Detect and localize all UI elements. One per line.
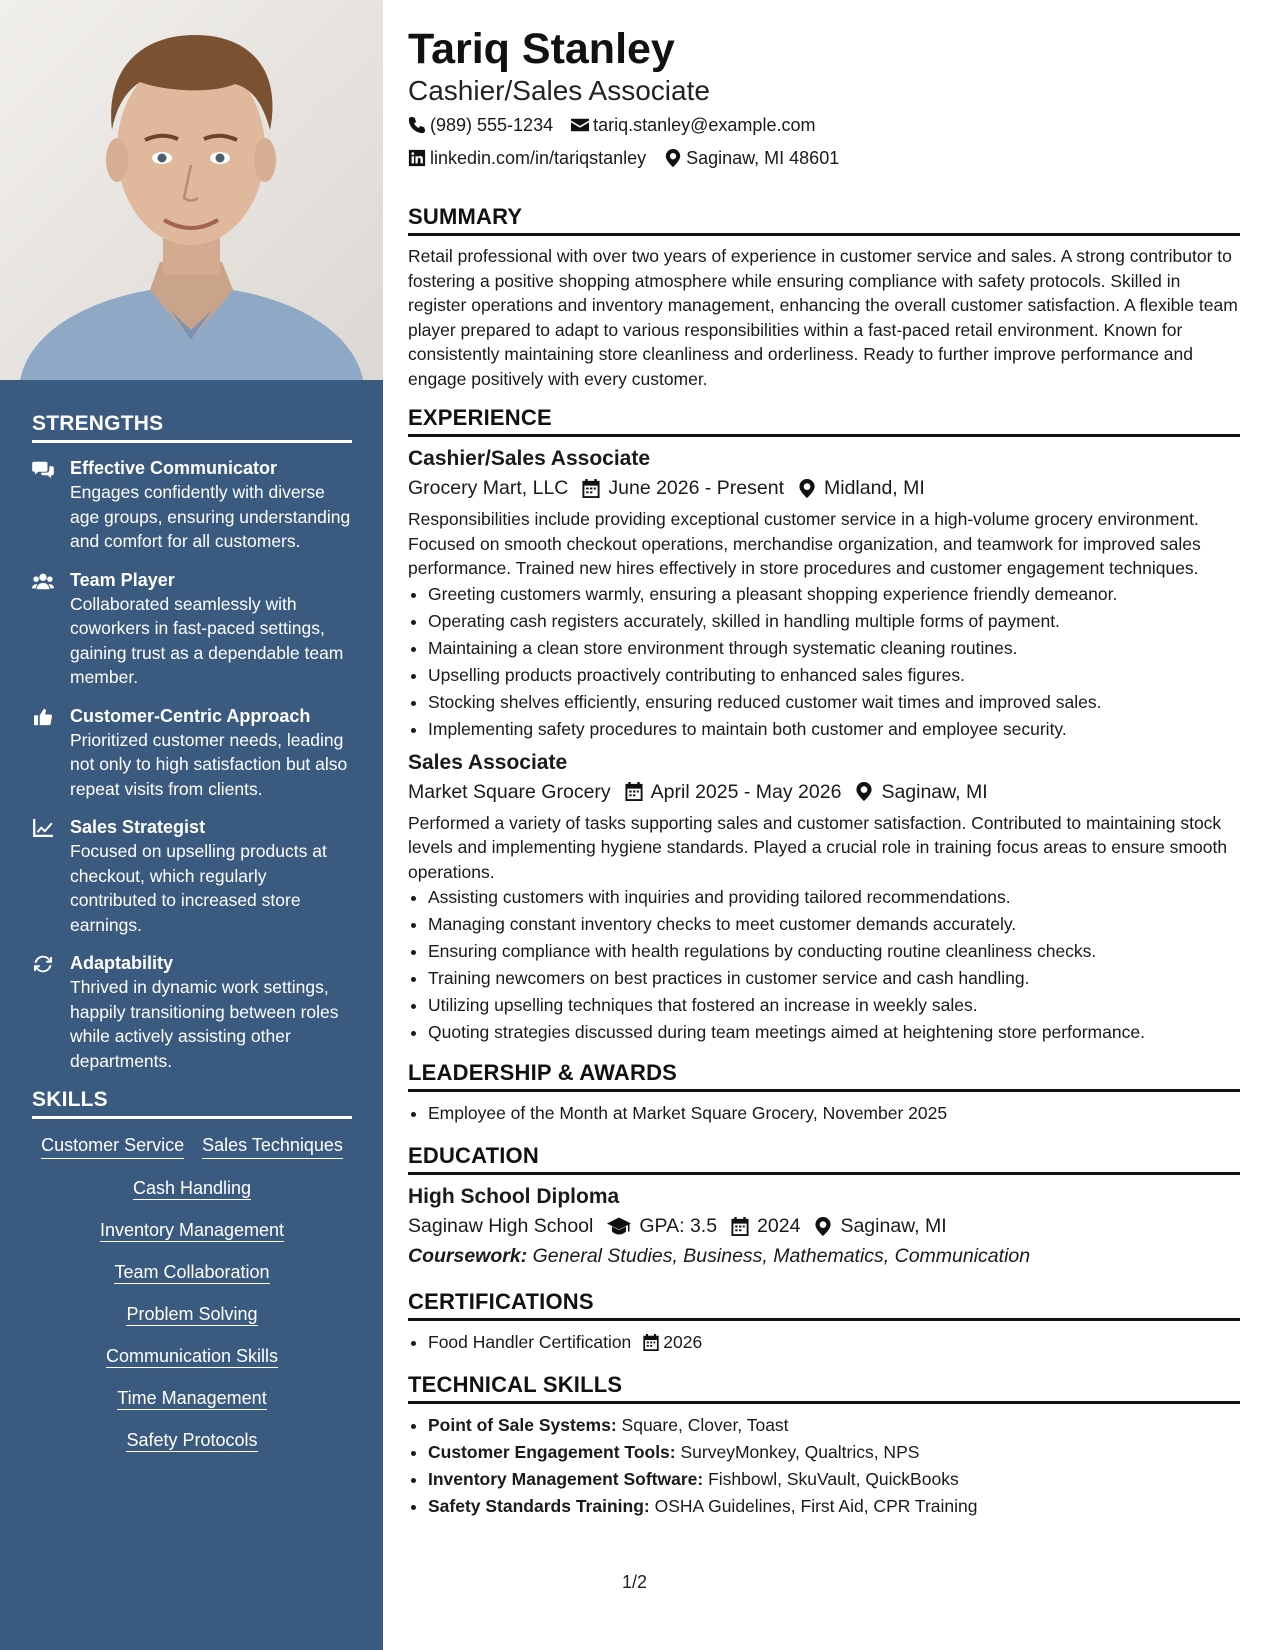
cert-year: 2026 (663, 1332, 703, 1352)
list-item: • Ensuring compliance with health regulations by conducting routine cleanliness checks. (428, 938, 1240, 965)
refresh-icon (32, 955, 54, 973)
coursework-label: Coursework: (408, 1245, 528, 1267)
page-number: 1/2 (622, 1572, 648, 1592)
coursework (408, 1241, 1240, 1271)
job-entry (408, 749, 1240, 1047)
location-contact (664, 142, 839, 174)
phone-icon (408, 116, 426, 134)
portrait-photo (0, 0, 383, 380)
envelope-icon (571, 116, 589, 134)
job-bullets (408, 884, 1240, 1046)
users-icon (32, 572, 54, 590)
candidate-title: Cashier/Sales Associate (408, 75, 710, 106)
certifications-list (408, 1329, 1240, 1356)
strength-desc: Collaborated seamlessly with coworkers in fast-paced settings, gaining trust as a dependable team member. (70, 593, 344, 687)
sidebar (0, 0, 383, 1650)
list-item: • Quoting strategies discussed during team meetings aimed at heightening store performance. (428, 1019, 1240, 1046)
skill-item: Communication Skills (105, 1346, 279, 1366)
coursework-text: General Studies, Business, Mathematics, Communication (532, 1245, 1031, 1267)
strength-desc: Engages confidently with diverse age groups, ensuring understanding and comfort for all customers. (70, 482, 351, 551)
list-item: • Maintaining a clean store environment through systematic cleaning routines. (428, 635, 1240, 662)
skills-heading: SKILLS (32, 1088, 352, 1119)
phone-contact (408, 109, 553, 141)
strength-title: Sales Strategist (70, 817, 206, 837)
list-item: • Upselling products proactively contributing to enhanced sales figures. (428, 662, 1240, 689)
list-item: • Utilizing upselling techniques that fostered an increase in weekly sales. (428, 992, 1240, 1019)
tech-value: OSHA Guidelines, First Aid, CPR Training (654, 1496, 978, 1516)
education-heading: EDUCATION (408, 1143, 1240, 1175)
job-description: Performed a variety of tasks supporting sales and customer satisfaction. Contributed to maintaining stock levels and implementing hygiene standards. Played a crucial role in training focus areas to ensure smooth operations. (408, 812, 1228, 882)
sidebar-content (32, 412, 352, 1453)
contact-row (408, 109, 1240, 141)
strength-desc: Thrived in dynamic work settings, happily transitioning between roles while actively assisting other departments. (70, 977, 339, 1071)
tech-label: Point of Sale Systems: (428, 1415, 617, 1435)
job-description: Responsibilities include providing exceptional customer service in a high-volume grocery environment. Focused on smooth checkout operations, merchandise organization, and teamwork for improved sales performance. Trained new hires effectively in store procedures and customer engagement techniques. (408, 509, 1201, 578)
calendar-icon (582, 479, 600, 498)
job-dates: April 2025 - May 2026 (650, 780, 842, 803)
list-item: • Assisting customers with inquiries and providing tailored recommendations. (428, 884, 1240, 911)
school-location: Saginaw, MI (840, 1215, 947, 1237)
map-pin-icon (814, 1217, 832, 1236)
strength-desc: Focused on upselling products at checkout, which regularly contributed to increased store earnings. (70, 841, 327, 935)
tech-label: Customer Engagement Tools: (428, 1442, 676, 1462)
skill-item: Sales Techniques (202, 1133, 343, 1159)
skills-list (32, 1133, 352, 1453)
map-pin-icon (664, 149, 682, 167)
strength-item (32, 816, 352, 937)
skill-item: Customer Service (41, 1133, 184, 1159)
skill-item: Inventory Management (99, 1220, 285, 1240)
job-meta (408, 777, 1240, 807)
degree-title: High School Diploma (408, 1185, 620, 1208)
list-item: • Training newcomers on best practices in customer service and cash handling. (428, 965, 1240, 992)
list-item (428, 1412, 1240, 1439)
tech-value: Square, Clover, Toast (621, 1415, 789, 1435)
profile-photo (0, 0, 383, 380)
graduation-year: 2024 (757, 1215, 801, 1237)
list-item: • Implementing safety procedures to maintain both customer and employee security. (428, 716, 1240, 743)
map-pin-icon (798, 479, 816, 498)
education-meta (408, 1211, 1240, 1241)
email-contact[interactable] (571, 109, 815, 141)
gpa-text: GPA: 3.5 (639, 1215, 718, 1237)
strength-item (32, 705, 352, 802)
certifications-heading: CERTIFICATIONS (408, 1289, 1240, 1321)
job-dates: June 2026 - Present (608, 477, 784, 499)
calendar-icon (625, 782, 643, 801)
contact-row (408, 142, 1240, 174)
technical-skills-heading: TECHNICAL SKILLS (408, 1372, 1240, 1404)
candidate-name: Tariq Stanley (408, 25, 675, 73)
skill-item: Cash Handling (132, 1178, 252, 1198)
tech-label: Safety Standards Training: (428, 1496, 650, 1516)
job-location: Saginaw, MI (881, 780, 988, 803)
job-company: Market Square Grocery (408, 780, 611, 803)
list-item (428, 1466, 1240, 1493)
list-item: • Managing constant inventory checks to meet customer demands accurately. (428, 911, 1240, 938)
strength-title: Team Player (70, 569, 175, 590)
list-item: • Stocking shelves efficiently, ensuring reduced customer wait times and improved sales. (428, 689, 1240, 716)
job-bullets (408, 581, 1240, 743)
strength-item (32, 952, 352, 1073)
linkedin-link[interactable]: linkedin.com/in/tariqstanley (430, 148, 647, 168)
email-link[interactable]: tariq.stanley@example.com (593, 115, 816, 135)
summary-heading: SUMMARY (408, 204, 1240, 236)
main-content (408, 24, 1240, 1520)
strength-title: Customer-Centric Approach (70, 705, 311, 726)
strength-item (32, 569, 352, 690)
graduation-cap-icon (607, 1217, 631, 1236)
strengths-heading: STRENGTHS (32, 412, 352, 443)
linkedin-icon (408, 149, 426, 167)
list-item (428, 1493, 1240, 1520)
thumbs-up-icon (32, 708, 54, 726)
list-item: • Operating cash registers accurately, skilled in handling multiple forms of payment. (428, 608, 1240, 635)
calendar-icon (731, 1217, 749, 1236)
tech-label: Inventory Management Software: (428, 1469, 704, 1489)
experience-heading: EXPERIENCE (408, 405, 1240, 437)
list-item (428, 1329, 1240, 1356)
linkedin-contact[interactable] (408, 142, 646, 174)
technical-skills-list (408, 1412, 1240, 1520)
tech-value: Fishbowl, SkuVault, QuickBooks (708, 1469, 959, 1489)
phone-text: (989) 555-1234 (430, 115, 554, 135)
calendar-icon (643, 1334, 659, 1351)
strength-title: Effective Communicator (70, 458, 278, 478)
strength-title: Adaptability (70, 953, 174, 973)
list-item: • Employee of the Month at Market Square Grocery, November 2025 (428, 1100, 1240, 1127)
location-text: Saginaw, MI 48601 (686, 148, 840, 168)
tech-value: SurveyMonkey, Qualtrics, NPS (680, 1442, 920, 1462)
leadership-heading: LEADERSHIP & AWARDS (408, 1060, 1240, 1092)
leadership-list (408, 1100, 1240, 1127)
skill-item: Team Collaboration (114, 1262, 270, 1282)
list-item (428, 1439, 1240, 1466)
skill-item: Time Management (117, 1388, 267, 1408)
skill-item: Problem Solving (126, 1304, 258, 1324)
list-item: • Greeting customers warmly, ensuring a pleasant shopping experience friendly demeanor. (428, 581, 1240, 608)
job-meta (408, 473, 1240, 503)
cert-name: • Food Handler Certification (428, 1332, 632, 1352)
skill-item: Safety Protocols (126, 1430, 258, 1450)
job-company: Grocery Mart, LLC (408, 477, 569, 499)
comments-icon (32, 460, 54, 478)
job-title: Cashier/Sales Associate (408, 447, 651, 470)
job-entry (408, 445, 1240, 743)
strength-item (32, 457, 352, 554)
summary-text: Retail professional with over two years of experience in customer service and sales. A strong contributor to fostering a positive shopping atmosphere while ensuring compliance with safety protocols. Skilled in register operations and inventory management, enhancing the overall customer satisfaction. A flexible team player prepared to adapt to various responsibilities within a fast-paced retail environment. Known for consistently maintaining store cleanliness and orderliness. Ready to further improve performance and engage positively with every customer. (408, 246, 1238, 389)
map-pin-icon (855, 782, 873, 801)
chart-line-icon (32, 819, 54, 837)
strength-desc: Prioritized customer needs, leading not only to high satisfaction but also repeat visits from clients. (70, 729, 348, 799)
job-location: Midland, MI (824, 477, 925, 499)
school-name: Saginaw High School (408, 1215, 594, 1237)
job-title: Sales Associate (408, 750, 568, 774)
